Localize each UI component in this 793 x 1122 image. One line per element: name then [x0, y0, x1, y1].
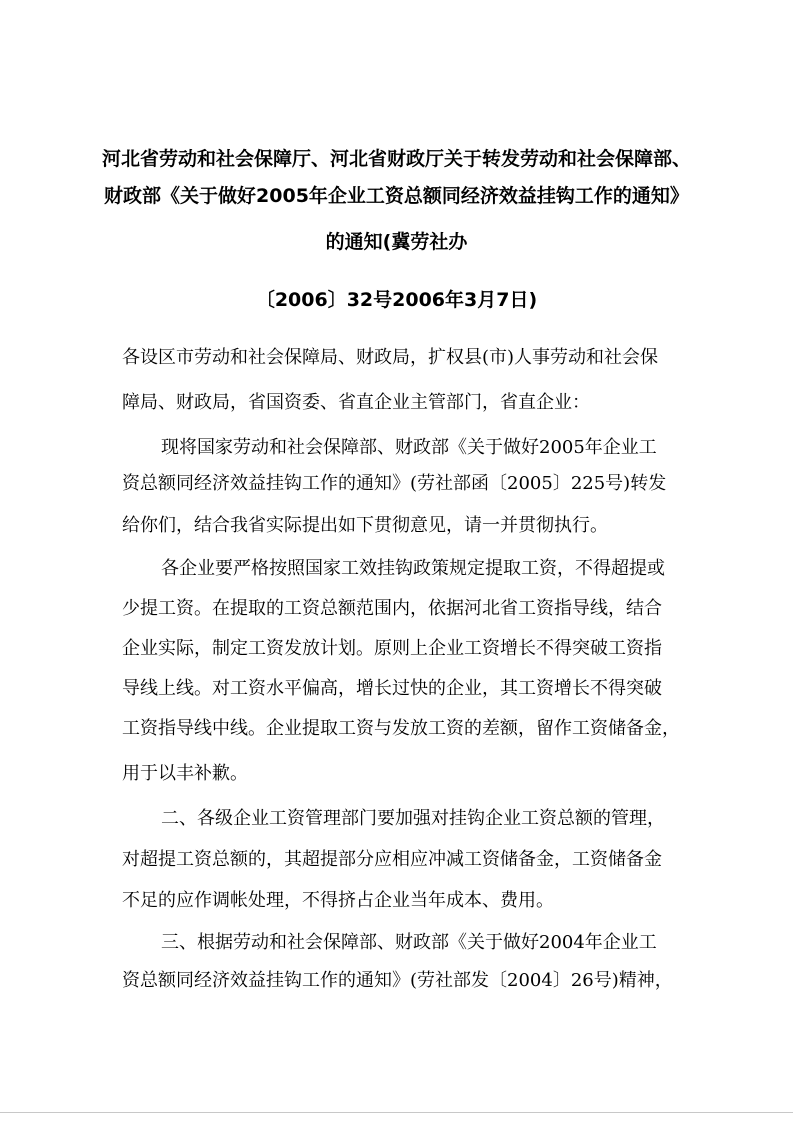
title-line-3: 的通知(冀劳社办: [325, 231, 468, 253]
body-line-6: 各企业要严格按照国家工效挂钩政策规定提取工资，不得超提或: [161, 558, 665, 579]
body-line-11: 用于以丰补歉。: [122, 763, 248, 784]
body-line-2: 障局、财政局，省国资委、省直企业主管部门，省直企业：: [122, 392, 590, 413]
body-line-9: 导线上线。对工资水平偏高，增长过快的企业，其工资增长不得突破: [122, 678, 662, 699]
document-number-line: 〔2006〕32号2006年3月7日): [255, 289, 538, 311]
body-line-1: 各设区市劳动和社会保障局、财政局，扩权县(市)人事劳动和社会保: [122, 347, 659, 368]
page-bottom-divider: [0, 1112, 793, 1113]
body-line-14: 不足的应作调帐处理，不得挤占企业当年成本、费用。: [122, 890, 554, 911]
body-line-12: 二、各级企业工资管理部门要加强对挂钩企业工资总额的管理，: [161, 808, 665, 829]
body-line-16: 资总额同经济效益挂钩工作的通知》(劳社部发〔2004〕26号)精神，: [122, 970, 673, 991]
body-line-5: 给你们，结合我省实际提出如下贯彻意见，请一并贯彻执行。: [122, 515, 608, 536]
body-line-4: 资总额同经济效益挂钩工作的通知》(劳社部函〔2005〕225号)转发: [122, 473, 667, 494]
body-line-15: 三、根据劳动和社会保障部、财政部《关于做好2004年企业工: [161, 932, 657, 953]
body-line-8: 企业实际，制定工资发放计划。原则上企业工资增长不得突破工资指: [122, 638, 662, 659]
body-line-10: 工资指导线中线。企业提取工资与发放工资的差额，留作工资储备金，: [122, 718, 680, 739]
body-line-13: 对超提工资总额的，其超提部分应相应冲减工资储备金，工资储备金: [122, 849, 662, 870]
title-line-1: 河北省劳动和社会保障厅、河北省财政厅关于转发劳动和社会保障部、: [101, 148, 691, 170]
title-line-2: 财政部《关于做好2005年企业工资总额同经济效益挂钩工作的通知》: [104, 185, 689, 207]
body-line-7: 少提工资。在提取的工资总额范围内，依据河北省工资指导线，结合: [122, 598, 662, 619]
body-line-3: 现将国家劳动和社会保障部、财政部《关于做好2005年企业工: [161, 437, 657, 458]
